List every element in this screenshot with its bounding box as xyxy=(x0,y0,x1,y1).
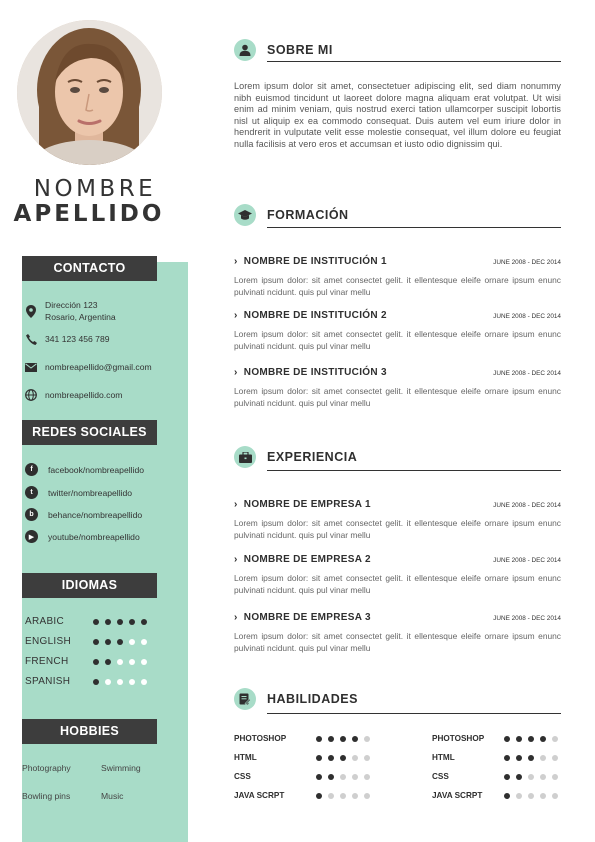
language-name: ENGLISH xyxy=(25,636,72,647)
rating-dot-filled xyxy=(141,619,147,625)
skill-item xyxy=(432,734,558,743)
language-item xyxy=(25,636,165,647)
skill-item xyxy=(432,772,558,781)
social-behance[interactable] xyxy=(25,508,142,521)
language-name: SPANISH xyxy=(25,676,71,687)
facebook-icon: f xyxy=(25,463,38,476)
rating-dot-empty xyxy=(141,679,147,685)
rating-dot-empty xyxy=(516,793,522,799)
rating-dot-empty xyxy=(364,774,370,780)
graduation-cap-icon xyxy=(234,204,256,226)
person-icon xyxy=(234,39,256,61)
rating-dot-empty xyxy=(552,774,558,780)
social-link[interactable]: behance/nombreapellido xyxy=(48,509,143,520)
rating-dot-empty xyxy=(364,793,370,799)
entry-date: JUNE 2008 - DEC 2014 xyxy=(493,313,561,320)
experience-title: EXPERIENCIA xyxy=(267,450,358,464)
skill-level xyxy=(504,793,558,799)
rating-dot-empty xyxy=(129,639,135,645)
rating-dot-filled xyxy=(93,659,99,665)
rating-dot-empty xyxy=(105,679,111,685)
skill-name: CSS xyxy=(432,772,449,781)
website-url[interactable]: nombreapellido.com xyxy=(45,390,123,400)
envelope-icon xyxy=(25,361,37,373)
hobby-item: Photography xyxy=(22,763,71,773)
language-level xyxy=(93,619,147,625)
rating-dot-filled xyxy=(105,619,111,625)
rating-dot-empty xyxy=(328,793,334,799)
education-entry-title: › NOMBRE DE INSTITUCIÓN 3 xyxy=(234,367,387,378)
rating-dot-empty xyxy=(117,679,123,685)
education-title: FORMACIÓN xyxy=(267,208,349,222)
skill-name: JAVA SCRPT xyxy=(432,791,483,800)
social-twitter[interactable] xyxy=(25,486,132,499)
sidebar-background xyxy=(22,262,188,842)
rating-dot-filled xyxy=(328,755,334,761)
entry-description: Lorem ipsum dolor: sit amet consectet gelit. it ellentesque eleife ornare ipsum enunc pulvinati ncidunt. quis pul vinar mellu xyxy=(234,275,561,297)
rating-dot-filled xyxy=(316,774,322,780)
rating-dot-filled xyxy=(93,639,99,645)
social-link[interactable]: facebook/nombreapellido xyxy=(48,464,145,475)
globe-icon xyxy=(25,389,37,401)
skill-item xyxy=(432,753,558,762)
rating-dot-filled xyxy=(504,755,510,761)
rating-dot-empty xyxy=(340,793,346,799)
skill-item xyxy=(234,791,370,800)
rating-dot-filled xyxy=(516,755,522,761)
rating-dot-filled xyxy=(117,619,123,625)
contact-email[interactable] xyxy=(25,361,152,373)
entry-description: Lorem ipsum dolor: sit amet consectet gelit. it ellentesque eleife ornare ipsum enunc pulvinati ncidunt. quis pul vinar mellu xyxy=(234,518,561,540)
contact-address xyxy=(25,299,116,323)
rating-dot-empty xyxy=(117,659,123,665)
language-name: FRENCH xyxy=(25,656,69,667)
rating-dot-empty xyxy=(528,793,534,799)
address-line1: Dirección 123 xyxy=(45,300,98,310)
language-item xyxy=(25,676,165,687)
rating-dot-empty xyxy=(540,793,546,799)
social-link[interactable]: twitter/nombreapellido xyxy=(48,487,133,498)
language-item xyxy=(25,656,165,667)
language-name: ARABIC xyxy=(25,616,65,627)
rating-dot-filled xyxy=(340,755,346,761)
rating-dot-filled xyxy=(117,639,123,645)
rating-dot-empty xyxy=(340,774,346,780)
education-entry-title: › NOMBRE DE INSTITUCIÓN 2 xyxy=(234,310,387,321)
section-divider xyxy=(267,470,561,471)
twitter-icon: t xyxy=(25,486,38,499)
rating-dot-empty xyxy=(141,639,147,645)
skill-name: PHOTOSHOP xyxy=(234,734,287,743)
skill-level xyxy=(504,774,558,780)
rating-dot-filled xyxy=(504,774,510,780)
email-address[interactable]: nombreapellido@gmail.com xyxy=(45,362,152,372)
rating-dot-filled xyxy=(316,736,322,742)
skill-item xyxy=(432,791,558,800)
phone-icon xyxy=(25,333,37,345)
section-divider xyxy=(267,713,561,714)
contact-website[interactable] xyxy=(25,389,122,401)
entry-title-text: NOMBRE DE EMPRESA 2 xyxy=(243,554,371,565)
last-name: APELLIDO xyxy=(13,201,165,227)
rating-dot-empty xyxy=(528,774,534,780)
contact-phone xyxy=(25,333,110,345)
languages-heading: IDIOMAS xyxy=(22,573,157,598)
skill-level xyxy=(316,755,370,761)
rating-dot-filled xyxy=(528,755,534,761)
hobbies-heading: HOBBIES xyxy=(22,719,157,744)
rating-dot-filled xyxy=(316,793,322,799)
rating-dot-filled xyxy=(328,736,334,742)
skill-item xyxy=(234,734,370,743)
skill-level xyxy=(504,755,558,761)
contact-heading: CONTACTO xyxy=(22,256,157,281)
experience-entry-title: › NOMBRE DE EMPRESA 1 xyxy=(234,499,371,510)
address-line2: Rosario, Argentina xyxy=(45,312,116,322)
rating-dot-empty xyxy=(129,679,135,685)
rating-dot-empty xyxy=(141,659,147,665)
skill-name: PHOTOSHOP xyxy=(432,734,485,743)
social-link[interactable]: youtube/nombreapellido xyxy=(48,531,140,542)
skill-name: HTML xyxy=(432,753,455,762)
entry-description: Lorem ipsum dolor: sit amet consectet gelit. it ellentesque eleife ornare ipsum enunc pulvinati ncidunt. quis pul vinar mellu xyxy=(234,329,561,351)
rating-dot-filled xyxy=(340,736,346,742)
rating-dot-empty xyxy=(364,736,370,742)
education-entry-title: › NOMBRE DE INSTITUCIÓN 1 xyxy=(234,256,387,267)
location-pin-icon xyxy=(25,305,37,317)
rating-dot-filled xyxy=(540,736,546,742)
rating-dot-filled xyxy=(516,736,522,742)
skill-level xyxy=(316,774,370,780)
rating-dot-empty xyxy=(552,736,558,742)
rating-dot-empty xyxy=(540,755,546,761)
hobby-item: Bowling pins xyxy=(22,791,71,801)
skill-level xyxy=(316,793,370,799)
rating-dot-filled xyxy=(129,619,135,625)
about-title: SOBRE MI xyxy=(267,43,333,57)
language-level xyxy=(93,639,147,645)
rating-dot-filled xyxy=(352,736,358,742)
entry-date: JUNE 2008 - DEC 2014 xyxy=(493,259,561,266)
rating-dot-filled xyxy=(93,619,99,625)
entry-description: Lorem ipsum dolor: sit amet consectet gelit. it ellentesque eleife ornare ipsum enunc pulvinati ncidunt. quis pul vinar mellu xyxy=(234,386,561,408)
skill-name: CSS xyxy=(234,772,251,781)
language-item xyxy=(25,616,165,627)
rating-dot-filled xyxy=(504,793,510,799)
first-name: NOMBRE xyxy=(33,176,157,202)
skill-name: HTML xyxy=(234,753,257,762)
social-youtube[interactable] xyxy=(25,530,140,543)
experience-entry-title: › NOMBRE DE EMPRESA 3 xyxy=(234,612,371,623)
rating-dot-empty xyxy=(540,774,546,780)
language-level xyxy=(93,659,147,665)
rating-dot-filled xyxy=(105,659,111,665)
rating-dot-empty xyxy=(352,793,358,799)
entry-date: JUNE 2008 - DEC 2014 xyxy=(493,615,561,622)
certificate-icon xyxy=(234,688,256,710)
rating-dot-filled xyxy=(316,755,322,761)
rating-dot-filled xyxy=(93,679,99,685)
entry-title-text: NOMBRE DE INSTITUCIÓN 2 xyxy=(243,310,387,321)
skill-item xyxy=(234,772,370,781)
rating-dot-empty xyxy=(129,659,135,665)
skill-level xyxy=(316,736,370,742)
hobby-item: Swimming xyxy=(101,763,141,773)
experience-entry-title: › NOMBRE DE EMPRESA 2 xyxy=(234,554,371,565)
profile-photo xyxy=(17,20,162,165)
entry-description: Lorem ipsum dolor: sit amet consectet gelit. it ellentesque eleife ornare ipsum enunc pulvinati ncidunt. quis pul vinar mellu xyxy=(234,631,561,653)
rating-dot-empty xyxy=(364,755,370,761)
social-heading: REDES SOCIALES xyxy=(22,420,157,445)
entry-date: JUNE 2008 - DEC 2014 xyxy=(493,370,561,377)
rating-dot-empty xyxy=(352,774,358,780)
social-facebook[interactable] xyxy=(25,463,144,476)
rating-dot-filled xyxy=(516,774,522,780)
rating-dot-filled xyxy=(105,639,111,645)
rating-dot-empty xyxy=(552,793,558,799)
skill-name: JAVA SCRPT xyxy=(234,791,285,800)
entry-date: JUNE 2008 - DEC 2014 xyxy=(493,557,561,564)
entry-title-text: NOMBRE DE INSTITUCIÓN 1 xyxy=(243,256,387,267)
hobby-item: Music xyxy=(101,791,124,801)
briefcase-icon xyxy=(234,446,256,468)
rating-dot-empty xyxy=(352,755,358,761)
section-divider xyxy=(267,227,561,228)
skill-item xyxy=(234,753,370,762)
behance-icon: b xyxy=(25,508,38,521)
rating-dot-empty xyxy=(552,755,558,761)
section-divider xyxy=(267,61,561,62)
rating-dot-filled xyxy=(528,736,534,742)
skill-level xyxy=(504,736,558,742)
entry-title-text: NOMBRE DE EMPRESA 1 xyxy=(243,499,371,510)
skills-title: HABILIDADES xyxy=(267,692,358,706)
language-level xyxy=(93,679,147,685)
entry-title-text: NOMBRE DE INSTITUCIÓN 3 xyxy=(243,367,387,378)
phone-number: 341 123 456 789 xyxy=(45,334,110,344)
entry-description: Lorem ipsum dolor: sit amet consectet gelit. it ellentesque eleife ornare ipsum enunc pulvinati ncidunt. quis pul vinar mellu xyxy=(234,573,561,595)
entry-title-text: NOMBRE DE EMPRESA 3 xyxy=(243,612,371,623)
rating-dot-filled xyxy=(504,736,510,742)
entry-date: JUNE 2008 - DEC 2014 xyxy=(493,502,561,509)
youtube-icon: ▶ xyxy=(25,530,38,543)
rating-dot-filled xyxy=(328,774,334,780)
about-text: Lorem ipsum dolor sit amet, consectetuer adipiscing elit, sed diam nonummy nibh euismod tincidunt ut laoreet dolore magna aliquam erat volutpat. Ut wisi enim ad minim veniam, quis nostrud exerci tation ullamcorper suscipit lobortis nisl ut aliquip ex ea commodo consequat. Duis autem vel eum iriure dolor in hendrerit in vulputate velit esse molestie consequat, vel illum dolore eu feugiat nulla facilisis at vero eros et accumsan et iusto odio dignissim qui. xyxy=(234,81,561,149)
